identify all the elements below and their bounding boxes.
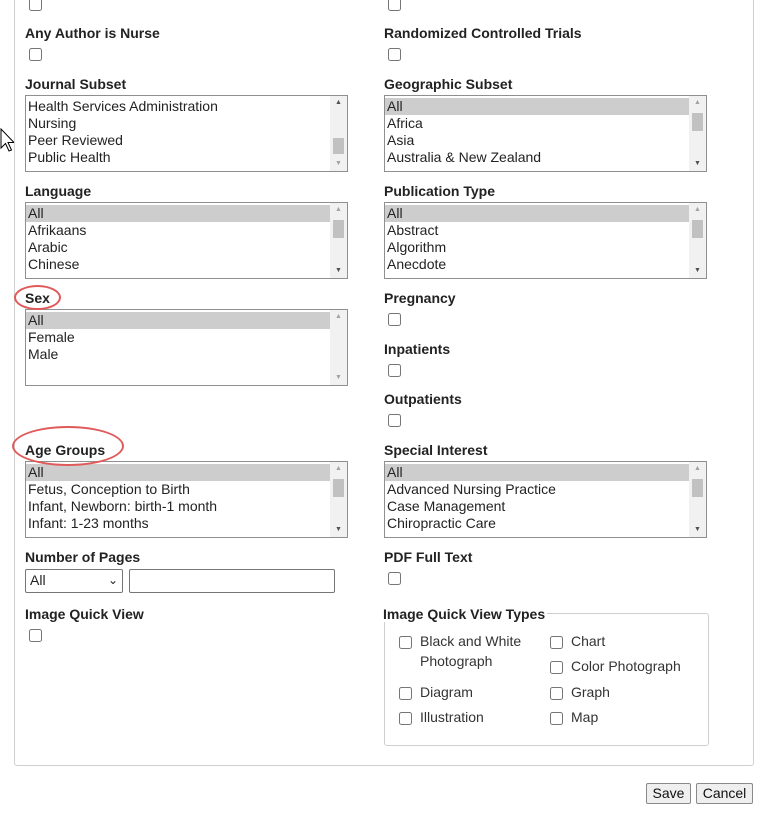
- number-of-pages-input[interactable]: [129, 569, 335, 593]
- list-option[interactable]: Chinese: [28, 256, 80, 272]
- scroll-thumb[interactable]: [333, 138, 344, 154]
- scroll-thumb[interactable]: [333, 479, 344, 497]
- scroll-up-icon[interactable]: ▲: [335, 313, 342, 320]
- scroll-up-icon[interactable]: ▲: [694, 206, 701, 213]
- list-option[interactable]: Asia: [387, 132, 415, 148]
- special-interest-scrollbar[interactable]: [689, 462, 706, 537]
- chevron-down-icon: ⌄: [107, 573, 118, 587]
- image-type-illustration-label: Illustration: [420, 709, 484, 725]
- list-option[interactable]: Fetus, Conception to Birth: [28, 481, 190, 497]
- publication-type-listbox[interactable]: [384, 202, 707, 279]
- journal-subset-label: Journal Subset: [25, 76, 127, 92]
- list-option[interactable]: Australia & New Zealand: [387, 149, 542, 165]
- publication-type-label: Publication Type: [384, 183, 495, 199]
- list-option[interactable]: Advanced Nursing Practice: [387, 481, 556, 497]
- list-option-selected[interactable]: All: [385, 98, 706, 115]
- scroll-up-icon[interactable]: ▲: [694, 99, 701, 106]
- list-option[interactable]: Anecdote: [387, 256, 447, 272]
- geographic-subset-label: Geographic Subset: [384, 76, 513, 92]
- scroll-down-icon[interactable]: ▼: [335, 374, 342, 381]
- outpatients-label: Outpatients: [384, 391, 462, 407]
- rct-checkbox[interactable]: [388, 48, 401, 61]
- image-type-graph-checkbox[interactable]: [550, 687, 563, 700]
- language-label: Language: [25, 183, 92, 199]
- scroll-up-icon[interactable]: ▲: [335, 206, 342, 213]
- special-interest-listbox[interactable]: [384, 461, 707, 538]
- image-type-illustration-checkbox[interactable]: [399, 712, 412, 725]
- pdf-full-text-checkbox[interactable]: [388, 572, 401, 585]
- age-groups-scrollbar[interactable]: [330, 462, 347, 537]
- language-listbox[interactable]: [25, 202, 348, 279]
- age-groups-listbox[interactable]: [25, 461, 348, 538]
- geographic-subset-listbox[interactable]: [384, 95, 707, 172]
- scroll-down-icon[interactable]: ▼: [335, 160, 342, 167]
- list-option-selected[interactable]: All: [26, 312, 347, 329]
- image-type-diagram-label: Diagram: [420, 684, 473, 700]
- scroll-up-icon[interactable]: ▲: [335, 465, 342, 472]
- journal-subset-listbox[interactable]: [25, 95, 348, 172]
- image-type-bw-photo-label: Black and White Photograph: [420, 633, 522, 669]
- partial-checkbox-left[interactable]: [29, 0, 42, 11]
- scroll-thumb[interactable]: [692, 479, 703, 497]
- list-option[interactable]: Infant: 1-23 months: [28, 515, 149, 531]
- rct-label: Randomized Controlled Trials: [384, 25, 582, 41]
- scroll-up-icon[interactable]: ▲: [335, 99, 342, 106]
- scroll-thumb[interactable]: [333, 220, 344, 238]
- list-option-selected[interactable]: All: [26, 464, 347, 481]
- scroll-up-icon[interactable]: ▲: [694, 465, 701, 472]
- sex-listbox[interactable]: [25, 309, 348, 386]
- image-types-legend: Image Quick View Types: [383, 606, 546, 622]
- list-option-selected[interactable]: All: [385, 205, 706, 222]
- image-type-chart-checkbox[interactable]: [550, 636, 563, 649]
- pregnancy-label: Pregnancy: [384, 290, 456, 306]
- any-author-nurse-label: Any Author is Nurse: [25, 25, 160, 41]
- partial-checkbox-right[interactable]: [388, 0, 401, 11]
- sex-label: Sex: [25, 290, 50, 306]
- cancel-button[interactable]: Cancel: [696, 783, 753, 804]
- scroll-thumb[interactable]: [692, 113, 703, 131]
- scroll-thumb[interactable]: [692, 220, 703, 238]
- list-option[interactable]: Arabic: [28, 239, 68, 255]
- number-of-pages-select[interactable]: [25, 569, 123, 593]
- publication-type-scrollbar[interactable]: [689, 203, 706, 278]
- list-option[interactable]: Infant, Newborn: birth-1 month: [28, 498, 218, 514]
- image-type-bw-photo-checkbox[interactable]: [399, 636, 412, 649]
- age-groups-label: Age Groups: [25, 442, 106, 458]
- save-button[interactable]: Save: [646, 783, 691, 804]
- list-option[interactable]: Africa: [387, 115, 423, 131]
- inpatients-label: Inpatients: [384, 341, 451, 357]
- list-option[interactable]: Male: [28, 346, 59, 362]
- list-option[interactable]: Health Services Administration: [28, 98, 218, 114]
- list-option[interactable]: Peer Reviewed: [28, 132, 123, 148]
- list-option[interactable]: Public Health: [28, 149, 111, 165]
- image-quick-view-checkbox[interactable]: [29, 629, 42, 642]
- image-type-map-label: Map: [571, 709, 599, 725]
- any-author-nurse-checkbox[interactable]: [29, 48, 42, 61]
- select-value: All: [30, 572, 46, 588]
- list-option[interactable]: Case Management: [387, 498, 506, 514]
- scroll-down-icon[interactable]: ▼: [694, 526, 701, 533]
- scroll-down-icon[interactable]: ▼: [694, 267, 701, 274]
- image-type-map-checkbox[interactable]: [550, 712, 563, 725]
- list-option[interactable]: Female: [28, 329, 75, 345]
- number-of-pages-label: Number of Pages: [25, 549, 141, 565]
- outpatients-checkbox[interactable]: [388, 414, 401, 427]
- special-interest-label: Special Interest: [384, 442, 488, 458]
- list-option-selected[interactable]: All: [26, 205, 347, 222]
- image-type-diagram-checkbox[interactable]: [399, 687, 412, 700]
- language-scrollbar[interactable]: [330, 203, 347, 278]
- pregnancy-checkbox[interactable]: [388, 313, 401, 326]
- list-option-selected[interactable]: All: [385, 464, 706, 481]
- scroll-down-icon[interactable]: ▼: [335, 267, 342, 274]
- image-type-chart-label: Chart: [571, 633, 606, 649]
- inpatients-checkbox[interactable]: [388, 364, 401, 377]
- sex-scrollbar[interactable]: [330, 310, 347, 385]
- list-option[interactable]: Algorithm: [387, 239, 447, 255]
- scroll-down-icon[interactable]: ▼: [694, 160, 701, 167]
- image-type-graph-label: Graph: [571, 684, 610, 700]
- list-option[interactable]: Abstract: [387, 222, 439, 238]
- scroll-down-icon[interactable]: ▼: [335, 526, 342, 533]
- image-type-color-photo-checkbox[interactable]: [550, 661, 563, 674]
- pdf-full-text-label: PDF Full Text: [384, 549, 473, 565]
- image-quick-view-label: Image Quick View: [25, 606, 144, 622]
- list-option[interactable]: Afrikaans: [28, 222, 87, 238]
- geographic-subset-scrollbar[interactable]: [689, 96, 706, 171]
- journal-subset-scrollbar[interactable]: [330, 96, 347, 171]
- list-option[interactable]: Nursing: [28, 115, 77, 131]
- image-type-color-photo-label: Color Photograph: [571, 658, 681, 674]
- list-option[interactable]: Chiropractic Care: [387, 515, 496, 531]
